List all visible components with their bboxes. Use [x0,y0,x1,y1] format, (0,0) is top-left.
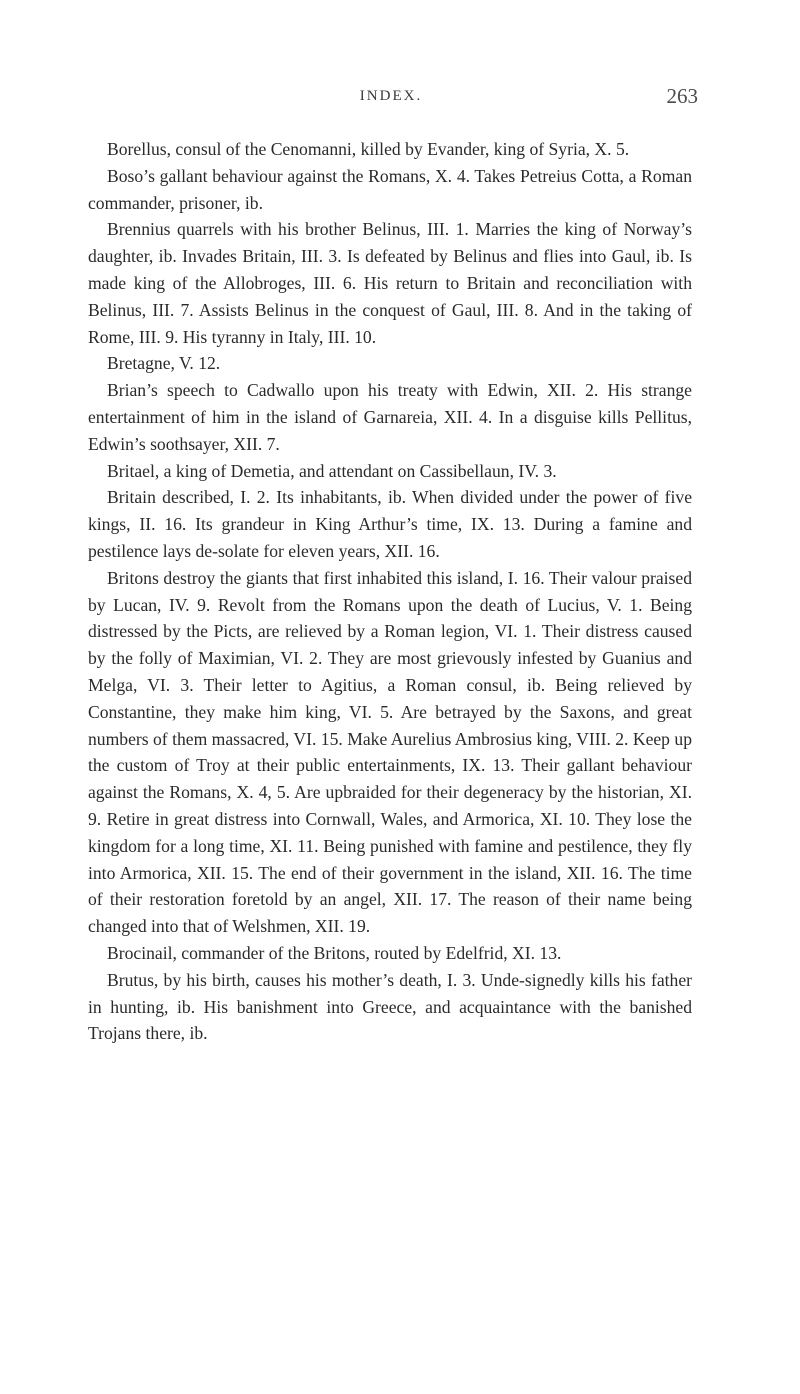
index-entry-britael: Britael, a king of Demetia, and attendant on Cassibellaun, IV. 3. [107,460,557,481]
index-entry-brian: Brian’s speech to Cadwallo upon his treaty with Edwin, XII. 2. His strange entertainment of him in the island of Garnareia, XII. 4. In a disguise kills Pellitus, Edwin’s soothsayer, XII. 7. [88,380,692,454]
index-entry-bretagne: Bretagne, V. 12. [107,353,221,374]
index-entry-borellus: Borellus, consul of the Cenomanni, killed by Evander, king of Syria, X. 5. [107,139,630,159]
index-entry-britain: Britain described, I. 2. Its inhabitants, ib. When divided under the power of five kings, II. 16. Its grandeur in King Arthur’s time, IX. 13. During a famine and pestilence lays de-solate for eleven years, XII. 16. [88,487,692,561]
running-head [88,84,698,112]
page-number: 263 [666,84,698,108]
index-entry-brennius: Brennius quarrels with his brother Belinus, III. 1. Marries the king of Norway’s daughter, ib. Invades Britain, III. 3. Is defeated by Belinus and flies into Gaul, ib. Is made king of the Allobroges, III. 6. His return to Britain and reconciliation with Belinus, III. 7. Assists Belinus in the conquest of Gaul, III. 8. And in the taking of Rome, III. 9. His tyranny in Italy, III. 10. [88,219,692,347]
index-entry-britons: Britons destroy the giants that first inhabited this island, I. 16. Their valour praised by Lucan, IV. 9. Revolt from the Romans upon the death of Lucius, V. 1. Being distressed by the Picts, are relieved by a Roman legion, VI. 1. Their distress caused by the folly of Maximian, VI. 2. They are most grievously infested by Guanius and Melga, VI. 3. Their letter to Agitius, a Roman consul, ib. Being relieved by Constantine, they make him king, VI. 5. Are betrayed by the Saxons, and great numbers of them massacred, VI. 15. Make Aurelius Ambrosius king, VIII. 2. Keep up the custom of Troy at their public entertainments, IX. 13. Their gallant behaviour against the Romans, X. 4, 5. Are upbraided for their degeneracy by the historian, XI. 9. Retire in great distress into Cornwall, Wales, and Armorica, XI. 10. They lose the kingdom for a long time, XI. 11. Being punished with famine and pestilence, they fly into Armorica, XII. 15. The end of their government in the island, XII. 16. The time of their restoration foretold by an angel, XII. 17. The reason of their name being changed into that of Welshmen, XII. 19. [88,567,692,937]
index-entries [88,136,692,1047]
index-entry-brutus: Brutus, by his birth, causes his mother’s death, I. 3. Unde-signedly kills his father in hunting, ib. His banishment into Greece, and acquaintance with the banished Trojans there, ib. [88,969,692,1044]
index-entry-brocinail: Brocinail, commander of the Britons, routed by Edelfrid, XI. 13. [107,942,562,963]
index-entry-boso: Boso’s gallant behaviour against the Romans, X. 4. Takes Petreius Cotta, a Roman commander, prisoner, ib. [88,165,692,213]
running-title: INDEX. [359,88,423,104]
